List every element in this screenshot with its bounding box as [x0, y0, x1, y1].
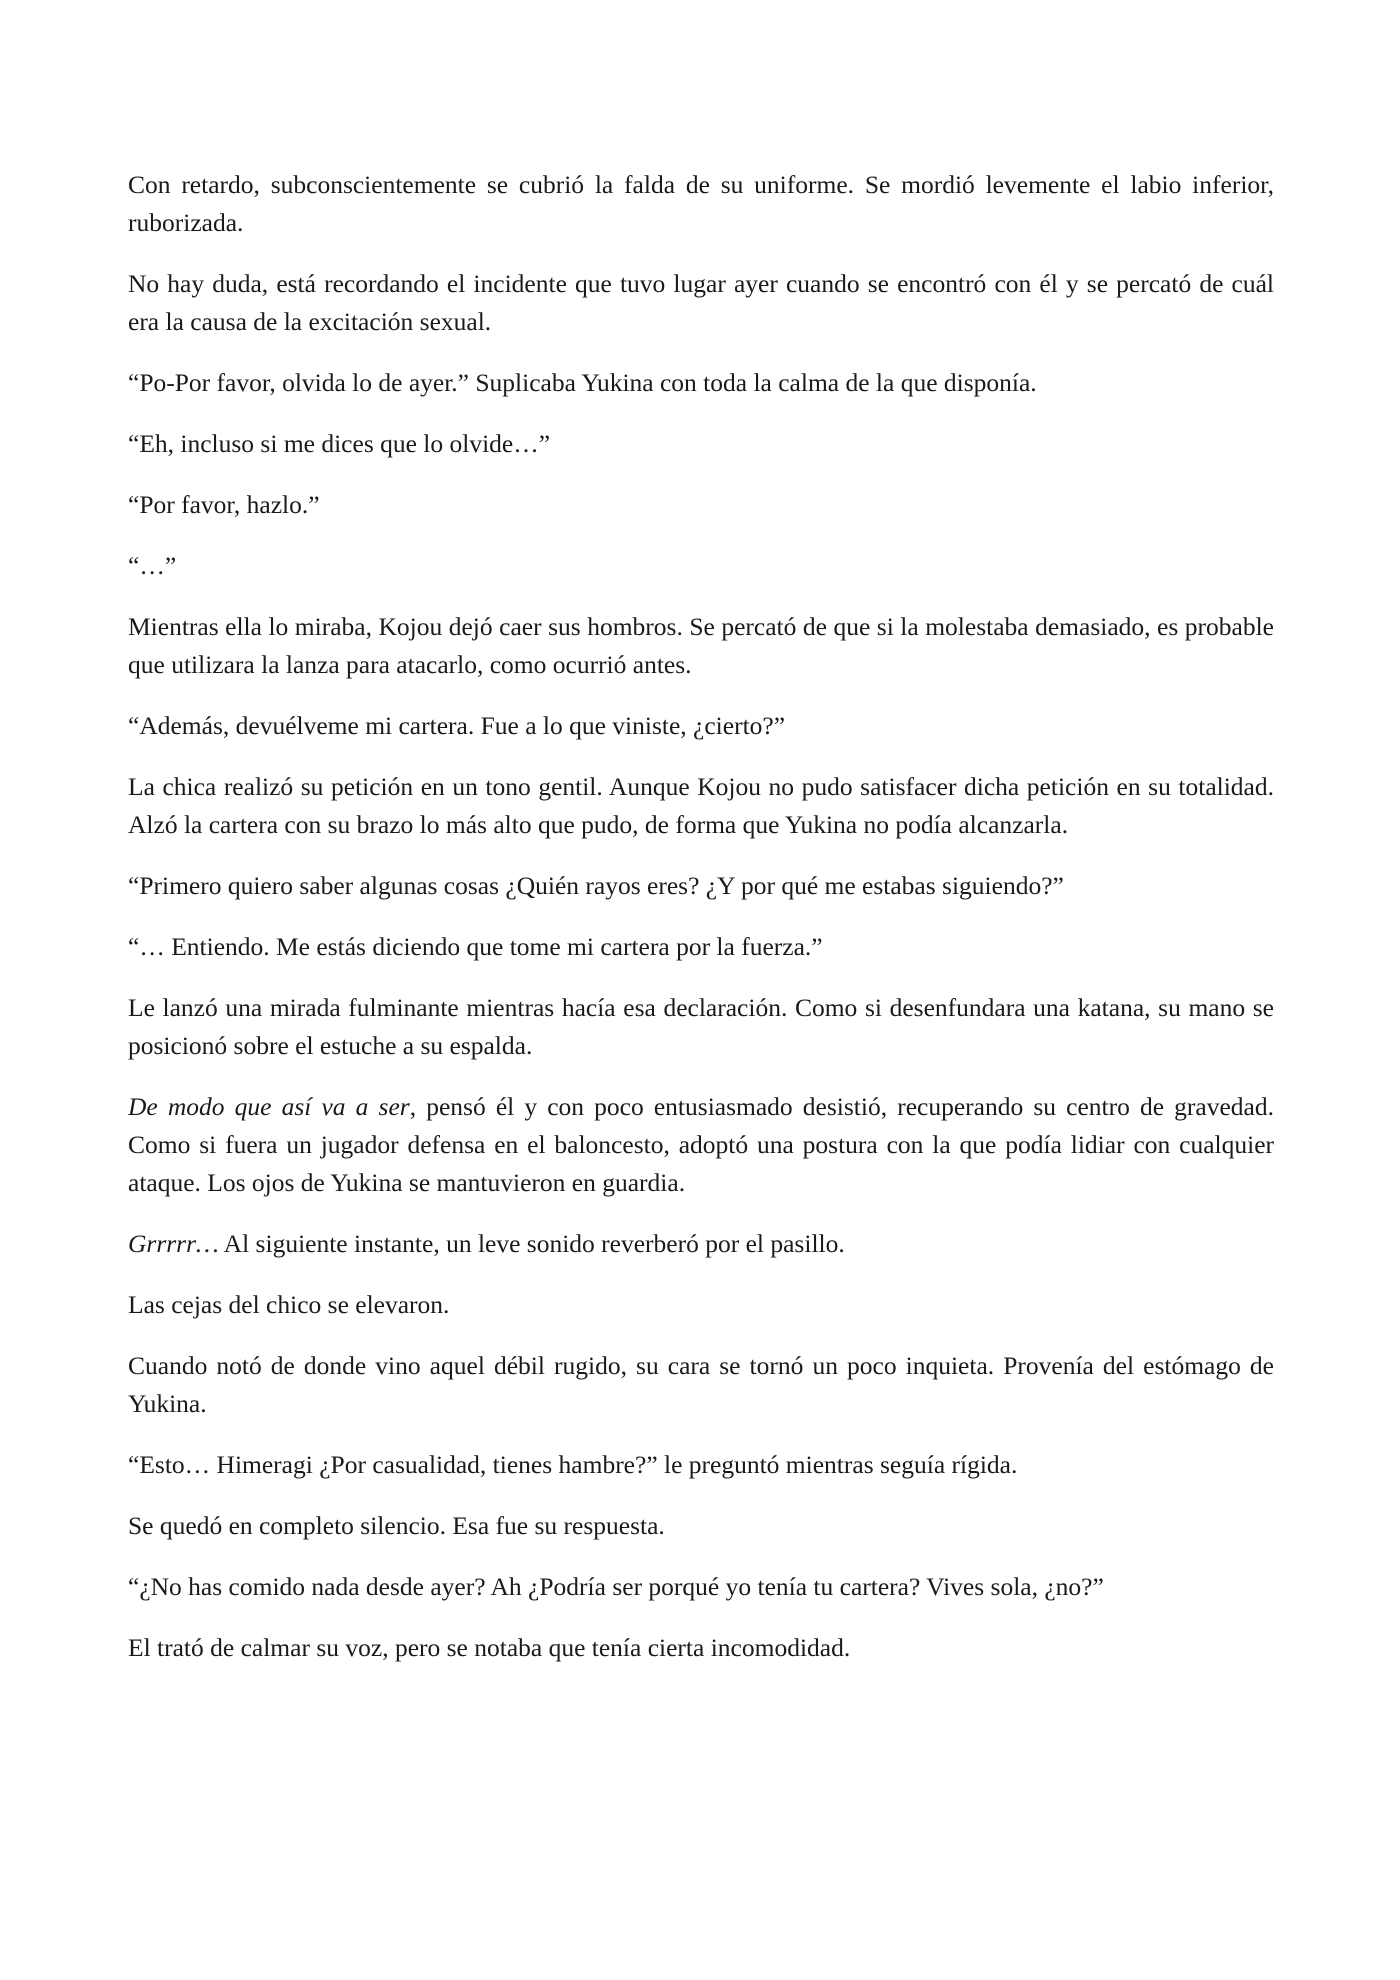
paragraph — [128, 1347, 1274, 1423]
paragraph-text: Al siguiente instante, un leve sonido reverberó por el pasillo. — [218, 1229, 845, 1258]
italic-sound: Grrrrr… — [128, 1229, 219, 1258]
paragraph-text: Cuando notó de donde vino aquel débil rugido, su cara se tornó un poco inquieta. Provenía del estómago de Yukina. — [128, 1351, 1274, 1418]
paragraph-text: Le lanzó una mirada fulminante mientras hacía esa declaración. Como si desenfundara una katana, su mano se posicionó sobre el estuche a su espalda. — [128, 993, 1274, 1060]
paragraph — [128, 1088, 1274, 1202]
paragraph — [128, 1629, 1274, 1667]
paragraph — [128, 166, 1274, 242]
paragraph-text: , pensó él y con poco entusiasmado desistió, recuperando su centro de gravedad. Como si fuera un jugador defensa en el baloncesto, adoptó una postura con la que podía lidiar con cualquier ataque. Los ojos de Yukina se mantuvieron en guardia. — [128, 1092, 1274, 1197]
paragraph-text: “…” — [128, 551, 177, 580]
paragraph — [128, 768, 1274, 844]
paragraph-text: El trató de calmar su voz, pero se notaba que tenía cierta incomodidad. — [128, 1633, 851, 1662]
paragraph — [128, 1568, 1274, 1606]
paragraph-text: “Esto… Himeragi ¿Por casualidad, tienes hambre?” le preguntó mientras seguía rígida. — [128, 1450, 1018, 1479]
paragraph-text: “Po-Por favor, olvida lo de ayer.” Suplicaba Yukina con toda la calma de la que disponía. — [128, 368, 1037, 397]
paragraph — [128, 867, 1274, 905]
paragraph-text: “Además, devuélveme mi cartera. Fue a lo que viniste, ¿cierto?” — [128, 711, 786, 740]
paragraph-text: Mientras ella lo miraba, Kojou dejó caer sus hombros. Se percató de que si la molestaba demasiado, es probable que utilizara la lanza para atacarlo, como ocurrió antes. — [128, 612, 1274, 679]
paragraph — [128, 989, 1274, 1065]
paragraph — [128, 1225, 1274, 1263]
paragraph-text: “¿No has comido nada desde ayer? Ah ¿Podría ser porqué yo tenía tu cartera? Vives sola, ¿no?” — [128, 1572, 1104, 1601]
paragraph — [128, 1507, 1274, 1545]
paragraph-text: La chica realizó su petición en un tono gentil. Aunque Kojou no pudo satisfacer dicha petición en su totalidad. Alzó la cartera con su brazo lo más alto que pudo, de forma que Yukina no podía alcanzarla. — [128, 772, 1274, 839]
paragraph-text: Con retardo, subconscientemente se cubrió la falda de su uniforme. Se mordió levemente el labio inferior, ruborizada. — [128, 170, 1274, 237]
paragraph — [128, 265, 1274, 341]
paragraph — [128, 486, 1274, 524]
paragraph-text: Las cejas del chico se elevaron. — [128, 1290, 450, 1319]
paragraph-text: “Eh, incluso si me dices que lo olvide…” — [128, 429, 551, 458]
paragraph-text: “Primero quiero saber algunas cosas ¿Quién rayos eres? ¿Y por qué me estabas siguiendo?” — [128, 871, 1064, 900]
paragraph — [128, 547, 1274, 585]
document-page — [128, 166, 1274, 1690]
paragraph — [128, 1446, 1274, 1484]
paragraph — [128, 707, 1274, 745]
paragraph — [128, 1286, 1274, 1324]
paragraph-text: “Por favor, hazlo.” — [128, 490, 320, 519]
paragraph-text: “… Entiendo. Me estás diciendo que tome mi cartera por la fuerza.” — [128, 932, 823, 961]
paragraph — [128, 364, 1274, 402]
paragraph — [128, 608, 1274, 684]
paragraph — [128, 425, 1274, 463]
italic-thought: De modo que así va a ser — [128, 1092, 410, 1121]
paragraph-text: Se quedó en completo silencio. Esa fue su respuesta. — [128, 1511, 665, 1540]
paragraph — [128, 928, 1274, 966]
paragraph-text: No hay duda, está recordando el incidente que tuvo lugar ayer cuando se encontró con él y se percató de cuál era la causa de la excitación sexual. — [128, 269, 1274, 336]
